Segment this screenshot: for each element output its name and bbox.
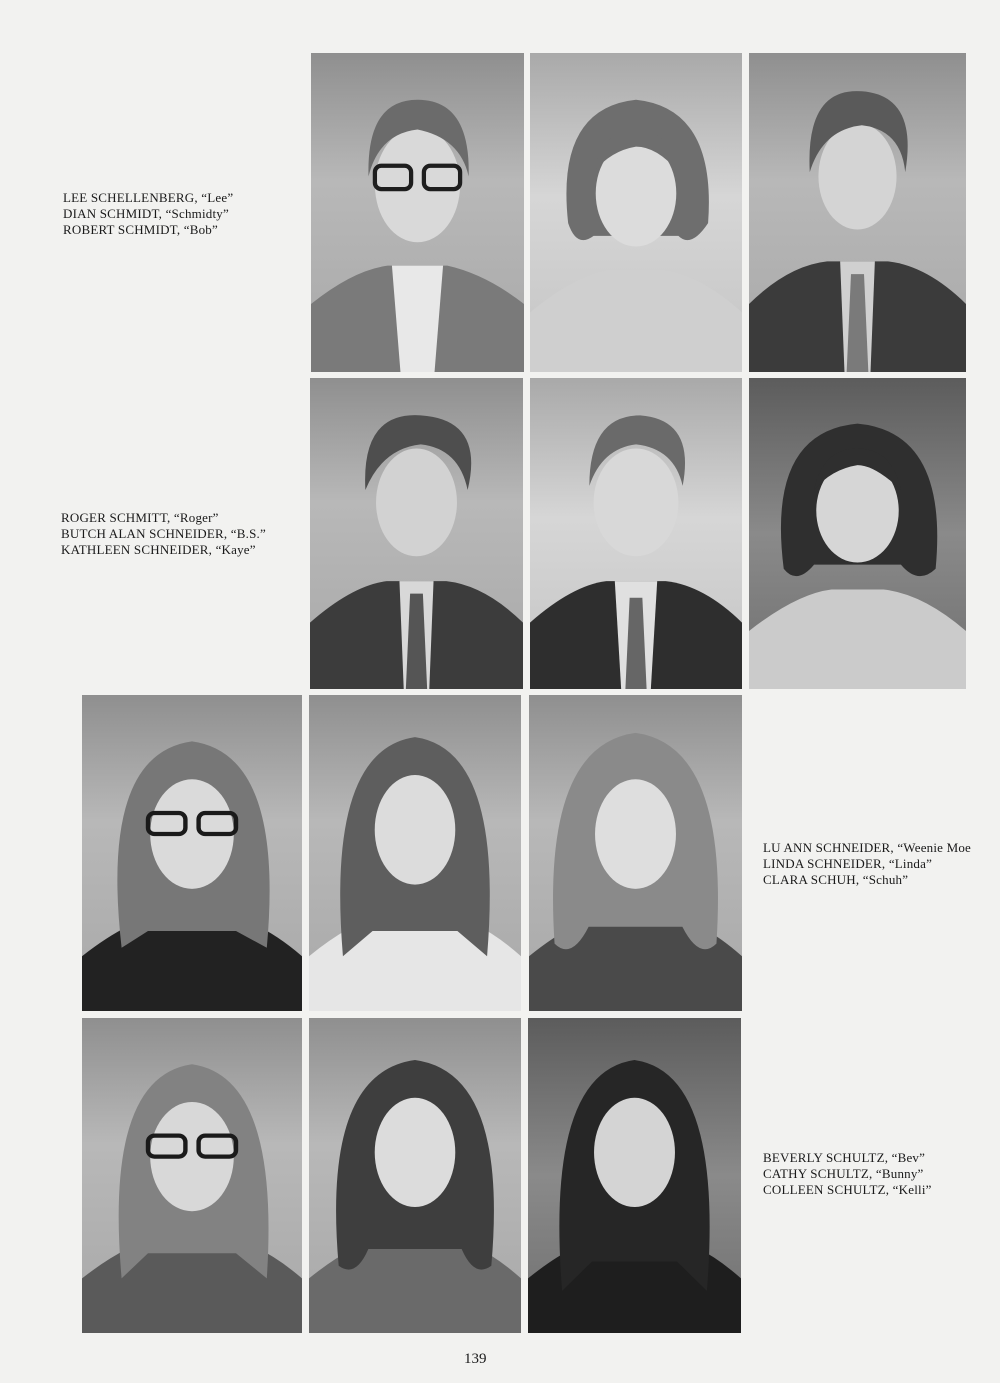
portrait-photo xyxy=(82,695,302,1011)
student-name: LU ANN SCHNEIDER, “Weenie Moe xyxy=(763,840,972,855)
portrait-photo xyxy=(530,378,742,689)
student-name: CATHY SCHULTZ, “Bunny” xyxy=(763,1166,924,1181)
student-name: DIAN SCHMIDT, “Schmidty” xyxy=(63,206,229,221)
name-list-row-2 xyxy=(61,510,266,558)
student-name: LINDA SCHNEIDER, “Linda” xyxy=(763,856,933,871)
portrait-photo xyxy=(528,1018,741,1333)
student-name: ROGER SCHMITT, “Roger” xyxy=(61,510,219,525)
portrait-photo xyxy=(311,53,524,372)
portrait-photo xyxy=(82,1018,302,1333)
student-name: CLARA SCHUH, “Schuh” xyxy=(763,872,909,887)
student-name: LEE SCHELLENBERG, “Lee” xyxy=(63,190,234,205)
portrait-photo xyxy=(309,695,521,1011)
portrait-photo xyxy=(530,53,742,372)
student-name: COLLEEN SCHULTZ, “Kelli” xyxy=(763,1182,932,1197)
portrait-photo xyxy=(529,695,742,1011)
page-number: 139 xyxy=(464,1351,487,1367)
student-name: BEVERLY SCHULTZ, “Bev” xyxy=(763,1150,926,1165)
student-name: KATHLEEN SCHNEIDER, “Kaye” xyxy=(61,542,256,557)
portrait-photo xyxy=(749,378,966,689)
name-list-row-1 xyxy=(63,190,233,238)
student-name: ROBERT SCHMIDT, “Bob” xyxy=(63,222,218,237)
name-list-row-4 xyxy=(763,1150,932,1198)
portrait-photo xyxy=(310,378,523,689)
student-name: BUTCH ALAN SCHNEIDER, “B.S.” xyxy=(61,526,266,541)
portrait-photo xyxy=(309,1018,521,1333)
portrait-photo xyxy=(749,53,966,372)
name-list-row-3 xyxy=(763,840,1000,888)
